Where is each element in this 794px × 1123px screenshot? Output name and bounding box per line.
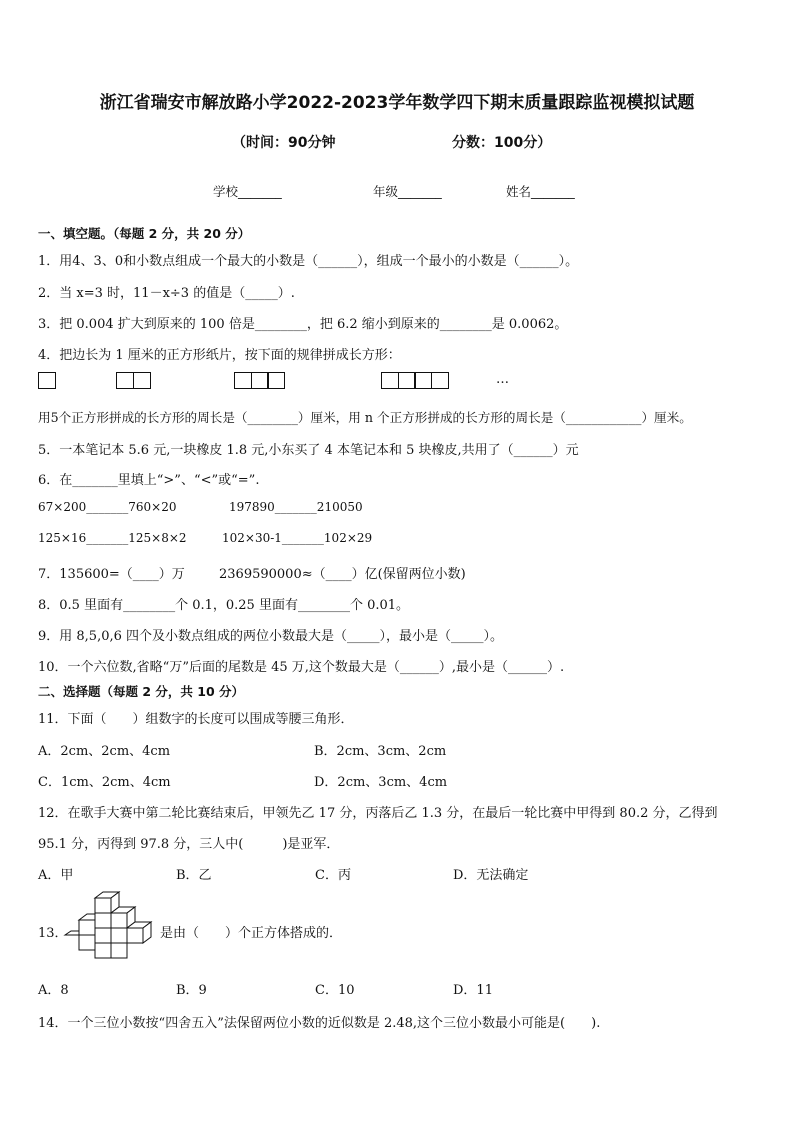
question-1: 1．用4、3、0和小数点组成一个最大的小数是（______），组成一个最小的小数是（______）。 (38, 254, 579, 269)
q13-option-d: D．11 (453, 983, 493, 998)
question-2: 2．当 x=3 时，11－x÷3 的值是（_____）. (38, 286, 295, 301)
question-7a: 7．135600=（____）万 (38, 567, 185, 582)
question-14: 14．一个三位小数按“四舍五入”法保留两位小数的近似数是 2.48,这个三位小数最小可能是( ). (38, 1016, 601, 1031)
q13-option-a: A．8 (38, 983, 69, 998)
q12-option-b: B．乙 (176, 868, 212, 883)
name-field: 姓名_______ (506, 184, 575, 199)
q13-option-c: C．10 (315, 983, 355, 998)
q11-option-b: B．2cm、3cm、2cm (314, 744, 447, 759)
question-9: 9．用 8,5,0,6 四个及小数点组成的两位小数最大是（_____），最小是（_____）。 (38, 629, 504, 644)
exam-title: 浙江省瑞安市解放路小学2022-2023学年数学四下期末质量跟踪监视模拟试题 (99, 93, 695, 113)
question-6b: 197890_______210050 (229, 500, 363, 514)
square-pattern-2 (116, 372, 151, 389)
q12-option-a: A．甲 (38, 868, 74, 883)
question-10: 10．一个六位数,省略“万”后面的尾数是 45 万,这个数最大是（______）,最小是（______）. (38, 660, 565, 675)
question-4: 4．把边长为 1 厘米的正方形纸片，按下面的规律拼成长方形： (38, 348, 401, 363)
school-field: 学校_______ (213, 184, 282, 199)
score-label: 分数：100分） (452, 135, 552, 151)
q12-option-c: C．丙 (315, 868, 351, 883)
square-pattern-1 (38, 372, 56, 389)
question-6d: 102×30-1_______102×29 (222, 531, 373, 545)
question-3: 3．把 0.004 扩大到原来的 100 倍是________，把 6.2 缩小到原来的________是 0.0062。 (38, 317, 568, 332)
question-12-line1: 12．在歌手大赛中第二轮比赛结束后，甲领先乙 17 分，丙落后乙 1.3 分，在最后一轮比赛中甲得到 80.2 分，乙得到 (38, 806, 718, 821)
q11-option-c: C．1cm、2cm、4cm (38, 775, 171, 790)
square-pattern-3 (234, 372, 285, 389)
square-pattern-4 (381, 372, 449, 389)
question-13: 是由（ ）个正方体搭成的． (160, 926, 343, 941)
q11-option-d: D．2cm、3cm、4cm (314, 775, 448, 790)
time-label: （时间：90分钟 (232, 135, 336, 151)
question-11: 11．下面（ ）组数字的长度可以围成等腰三角形． (38, 712, 354, 727)
question-7b: 2369590000≈（____）亿(保留两位小数) (219, 567, 466, 582)
question-5: 5．一本笔记本 5.6 元,一块橡皮 1.8 元,小东买了 4 本笔记本和 5 块橡皮,共用了（______）元 (38, 443, 579, 458)
question-6: 6．在_______里填上“>”、“<”或“=”. (38, 473, 260, 488)
cube-stack-figure (62, 890, 154, 962)
grade-field: 年级_______ (373, 184, 442, 199)
ellipsis: … (496, 372, 509, 387)
question-12-line2: 95.1 分，丙得到 97.8 分，三人中( )是亚军． (38, 837, 340, 852)
question-13-number: 13． (38, 926, 68, 941)
q12-option-d: D．无法确定 (453, 868, 529, 883)
question-6a: 67×200_______760×20 (38, 500, 177, 514)
q11-option-a: A．2cm、2cm、4cm (38, 744, 171, 759)
question-6c: 125×16_______125×8×2 (38, 531, 187, 545)
section-heading-choice: 二、选择题（每题 2 分，共 10 分） (38, 684, 245, 699)
question-4-tail: 用5个正方形拼成的长方形的周长是（________）厘米，用 n 个正方形拼成的长方形的周长是（____________）厘米。 (38, 410, 692, 425)
section-heading-fill: 一、填空题。（每题 2 分，共 20 分） (38, 226, 251, 241)
question-8: 8．0.5 里面有________个 0.1，0.25 里面有________个 0.01。 (38, 598, 410, 613)
q13-option-b: B．9 (176, 983, 207, 998)
